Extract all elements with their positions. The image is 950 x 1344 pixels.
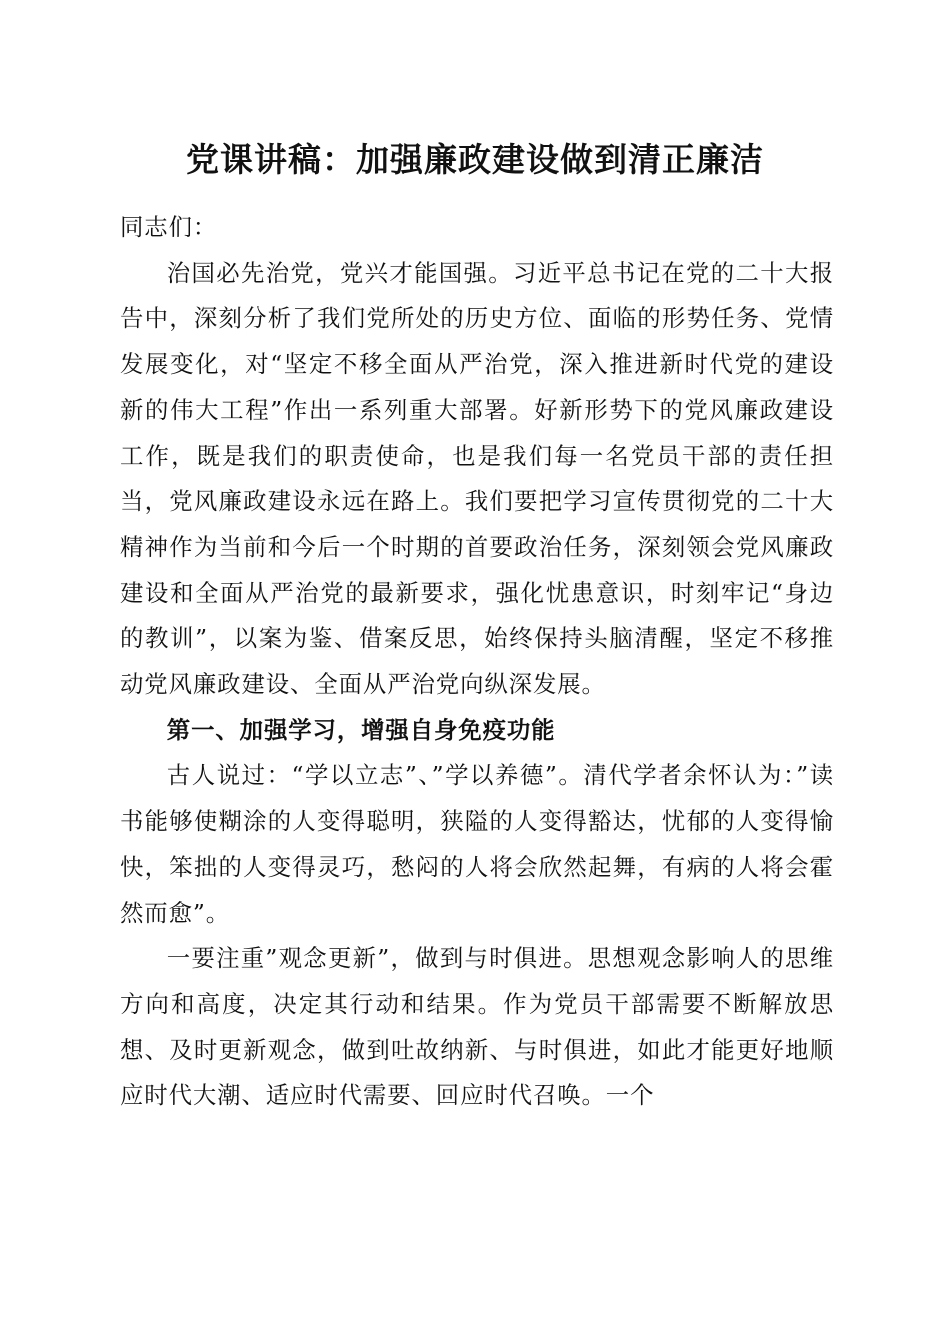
document-body bbox=[120, 205, 834, 1119]
section-heading-1: 第一、加强学习，增强自身免疫功能 bbox=[166, 715, 556, 744]
paragraph-point-1: 一要注重”观念更新”，做到与时俱进。思想观念影响人的思维方向和高度，决定其行动和结果。作为党员干部需要不断解放思想、及时更新观念，做到吐故纳新、与时俱进，如此才能更好地顺应时代大潮、适应时代需要、回应时代召唤。一个 bbox=[120, 944, 834, 1110]
paragraph-quote: 古人说过：“学以立志”、”学以养德”。清代学者余怀认为：”读书能够使糊涂的人变得聪明，狭隘的人变得豁达，忧郁的人变得愉快，笨拙的人变得灵巧，愁闷的人将会欣然起舞，有病的人将会霍然而愈”。 bbox=[120, 761, 834, 927]
salutation: 同志们： bbox=[120, 213, 218, 241]
document-title: 党课讲稿：加强廉政建设做到清正廉洁 bbox=[186, 140, 764, 179]
paragraph-intro: 治国必先治党，党兴才能国强。习近平总书记在党的二十大报告中，深刻分析了我们党所处的历史方位、面临的形势任务、党情发展变化，对“坚定不移全面从严治党，深入推进新时代党的建设新的伟大工程”作出一系列重大部署。好新形势下的党风廉政建设工作，既是我们的职责使命，也是我们每一名党员干部的责任担当，党风廉政建设永远在路上。我们要把学习宣传贯彻党的二十大精神作为当前和今后一个时期的首要政治任务，深刻领会党风廉政建设和全面从严治党的最新要求，强化忧患意识，时刻牢记“身边的教训”，以案为鉴、借案反思，始终保持头脑清醒，坚定不移推动党风廉政建设、全面从严治党向纵深发展。 bbox=[120, 258, 834, 699]
